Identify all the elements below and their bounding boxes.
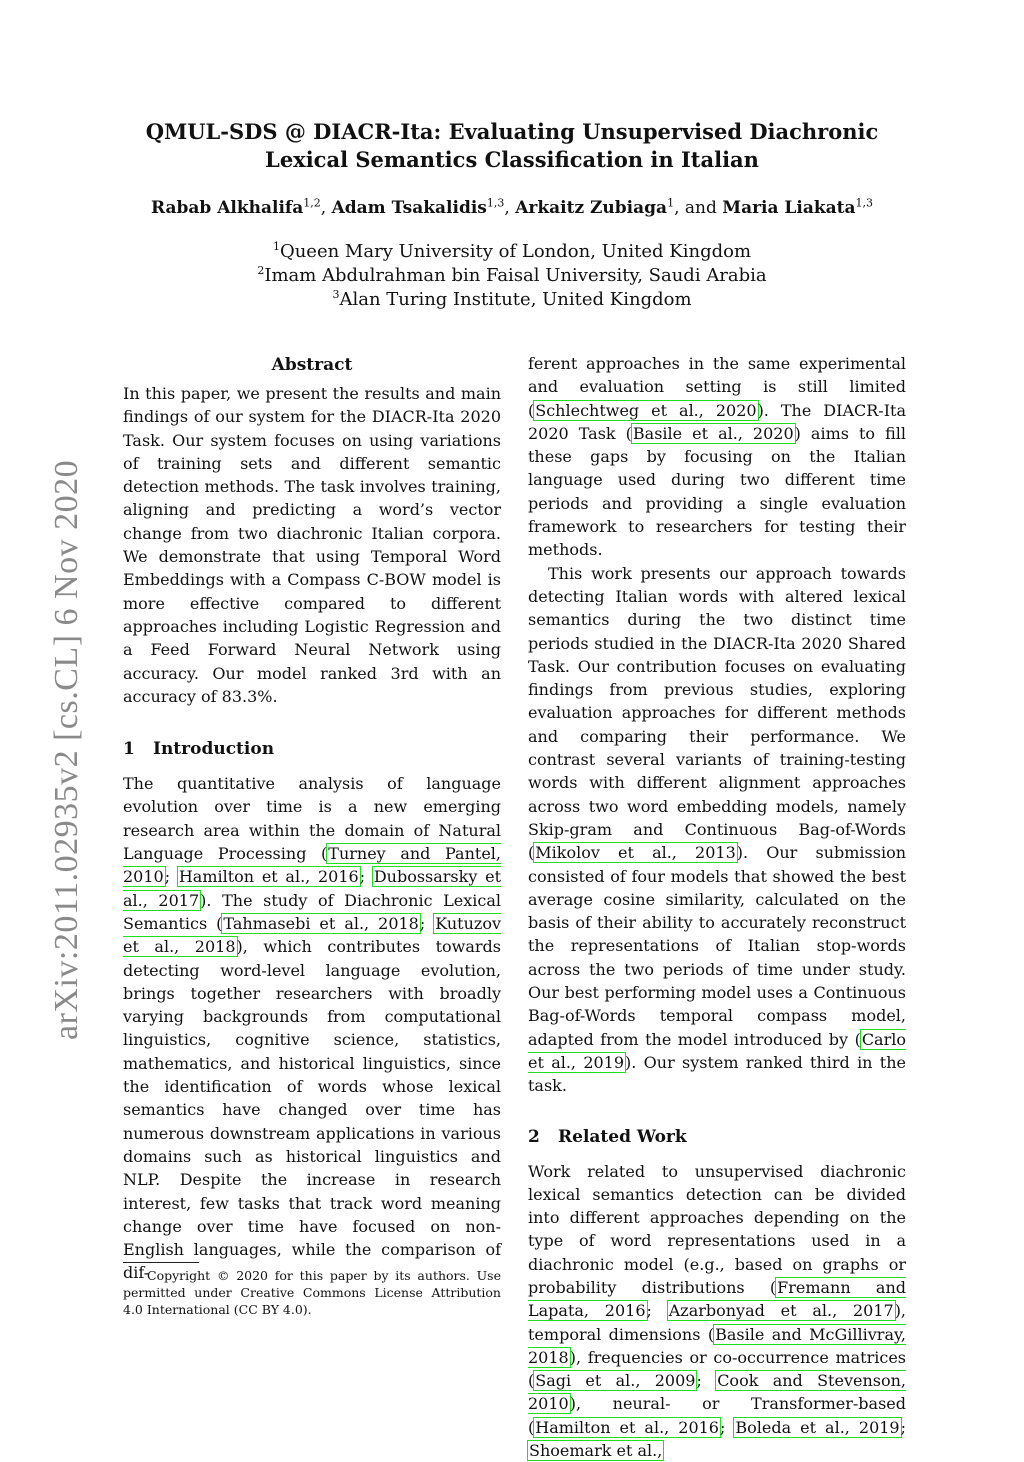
citation-link[interactable]: Kutuzov et al., 2018 bbox=[123, 913, 501, 957]
author-name: Adam Tsakalidis bbox=[332, 198, 487, 218]
citation-link[interactable]: Schlechtweg et al., 2020 bbox=[533, 400, 758, 421]
citation-link[interactable]: Hamilton et al., 2016 bbox=[177, 866, 361, 887]
author-affil-sup: 1 bbox=[667, 196, 674, 209]
citation-link[interactable]: Tahmasebi et al., 2018 bbox=[221, 913, 420, 934]
citation-link[interactable]: Cook and Stevenson, 2010 bbox=[528, 1370, 906, 1414]
author-name: Arkaitz Zubiaga bbox=[515, 198, 667, 218]
author-affil-sup: 1,3 bbox=[487, 196, 505, 209]
section-heading-related-work: 2 Related Work bbox=[528, 1124, 906, 1150]
citation-link[interactable]: Sagi et al., 2009 bbox=[533, 1370, 697, 1391]
citation-link[interactable]: Boleda et al., 2019 bbox=[733, 1417, 901, 1438]
affiliation-list bbox=[112, 240, 912, 312]
author-separator: , bbox=[321, 198, 332, 218]
author-name: Rabab Alkhalifa bbox=[151, 198, 303, 218]
author-separator: , bbox=[504, 198, 515, 218]
citation-link[interactable]: Basile and McGillivray, 2018 bbox=[528, 1324, 906, 1368]
paper-title: QMUL-SDS @ DIACR-Ita: Evaluating Unsupervised Diachronic Lexical Semantics Classification in Italian bbox=[112, 118, 912, 174]
related-work-paragraph: Work related to unsupervised diachronic lexical semantics detection can be divided into different approaches depending on the type of word representations used in a diachronic model (e.g., based on graphs or probability distributions (Fremann and Lapata, 2016; Azarbonyad et al., 2017), temporal dimensions (Basile and McGillivray, 2018), frequencies or co-occurrence matrices (Sagi et al., 2009; Cook and Stevenson, 2010), neural- or Transformer-based (Hamilton et al., 2016; Boleda et al., 2019; Shoemark et al., bbox=[528, 1160, 906, 1462]
arxiv-identifier: arXiv:2011.02935v2 [cs.CL] 6 Nov 2020 bbox=[48, 440, 86, 1040]
citation-link[interactable]: Turney and Pantel, 2010 bbox=[123, 843, 501, 887]
copyright-footnote: Copyright © 2020 for this paper by its authors. Use permitted under Creative Commons License Attribution 4.0 International (CC BY 4.0). bbox=[123, 1267, 501, 1318]
citation-link[interactable]: Shoemark et al., bbox=[527, 1440, 664, 1461]
affiliation: $^2$Imam Abdulrahman bin Faisal University, Saudi Arabia bbox=[112, 264, 912, 288]
author-separator: , and bbox=[674, 198, 722, 218]
affiliation: $^1$Queen Mary University of London, United Kingdom bbox=[112, 240, 912, 264]
author-affil-sup: 1,3 bbox=[856, 196, 874, 209]
affiliation: $^3$Alan Turing Institute, United Kingdom bbox=[112, 288, 912, 312]
author-list bbox=[112, 198, 912, 218]
author-affil-sup: 1,2 bbox=[303, 196, 321, 209]
section-heading-introduction: 1 Introduction bbox=[123, 736, 501, 762]
citation-link[interactable]: Dubossarsky et al., 2017 bbox=[123, 866, 501, 910]
intro-paragraph: The quantitative analysis of language evolution over time is a new emerging research area within the domain of Natural Language Processing (Turney and Pantel, 2010; Hamilton et al., 2016; Dubossarsky et al., 2017). The study of Diachronic Lexical Semantics (Tahmasebi et al., 2018; Kutuzov et al., 2018), which contributes towards detecting word-level language evolution, brings together researchers with broadly varying backgrounds from computational linguistics, cognitive science, statistics, mathematics, and historical linguistics, since the identification of words whose lexical semantics have changed over time has numerous downstream applications in various domains such as historical linguistics and NLP. Despite the increase in research interest, few tasks that track word meaning change over time have focused on non-English languages, while the comparison of dif- bbox=[123, 772, 501, 1285]
citation-link[interactable]: Basile et al., 2020 bbox=[631, 423, 796, 444]
abstract-heading: Abstract bbox=[123, 352, 501, 382]
author-name: Maria Liakata bbox=[722, 198, 855, 218]
footnote-rule bbox=[123, 1262, 199, 1263]
intro-paragraph-continued: ferent approaches in the same experimental and evaluation setting is still limited (Schlechtweg et al., 2020). The DIACR-Ita 2020 Task (Basile et al., 2020) aims to fill these gaps by focusing on the Italian language used during two different time periods and providing a single evaluation framework to researchers for testing their methods. bbox=[528, 352, 906, 562]
right-column bbox=[528, 352, 906, 1462]
citation-link[interactable]: Azarbonyad et al., 2017 bbox=[667, 1300, 896, 1321]
left-column bbox=[123, 350, 501, 1285]
citation-link[interactable]: Carlo et al., 2019 bbox=[528, 1029, 906, 1073]
citation-link[interactable]: Fremann and Lapata, 2016 bbox=[528, 1277, 906, 1321]
intro-paragraph: This work presents our approach towards detecting Italian words with altered lexical semantics during the two distinct time periods studied in the DIACR-Ita 2020 Shared Task. Our contribution focuses on evaluating findings from previous studies, exploring evaluation approaches for different methods and comparing their performance. We contrast several variants of training-testing words with different alignment approaches across two word embedding models, namely Skip-gram and Continuous Bag-of-Words (Mikolov et al., 2013). Our submission consisted of four models that showed the best average cosine similarity, calculated on the basis of their ability to accurately reconstruct the representations of Italian stop-words across the two periods of time under study. Our best performing model uses a Continuous Bag-of-Words temporal compass model, adapted from the model introduced by (Carlo et al., 2019). Our system ranked third in the task. bbox=[528, 562, 906, 1098]
citation-link[interactable]: Mikolov et al., 2013 bbox=[533, 842, 738, 863]
citation-link[interactable]: Hamilton et al., 2016 bbox=[533, 1417, 721, 1438]
abstract-text: In this paper, we present the results and main findings of our system for the DIACR-Ita 2020 Task. Our system focuses on using variations of training sets and different semantic detection methods. The task involves training, aligning and predicting a word’s vector change from two diachronic Italian corpora. We demonstrate that using Temporal Word Embeddings with a Compass C-BOW model is more effective compared to different approaches including Logistic Regression and a Feed Forward Neural Network using accuracy. Our model ranked 3rd with an accuracy of 83.3%. bbox=[123, 382, 501, 708]
